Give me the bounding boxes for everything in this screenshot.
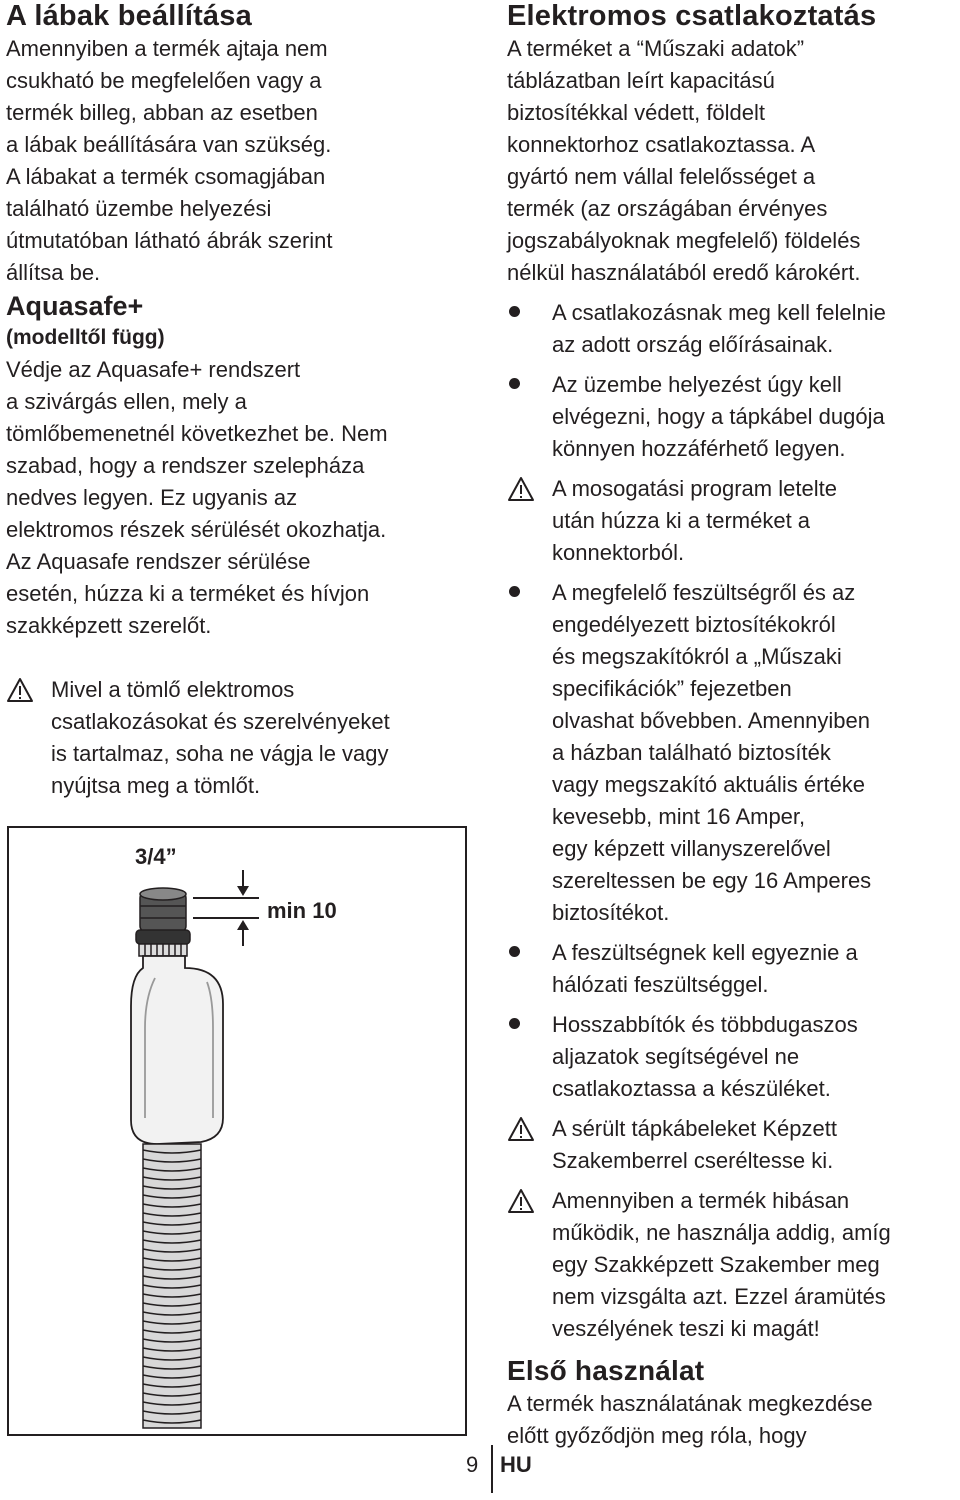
text-line: konnektorból. [552, 540, 685, 565]
text-line: termék (az országában érvényes [507, 196, 828, 221]
heading-electric: Elektromos csatlakoztatás [507, 0, 877, 32]
text-line: hálózati feszültséggel. [552, 972, 769, 997]
dimension-marker [193, 870, 259, 946]
aquasafe-hose-figure [7, 826, 467, 1436]
text-line: A sérült tápkábeleket Képzett [552, 1116, 837, 1141]
text-line: Az Aquasafe rendszer sérülése [6, 549, 311, 574]
text-line: egy képzett villanyszerelővel [552, 836, 831, 861]
warning-icon [507, 1116, 535, 1142]
text-line: nedves legyen. Ez ugyanis az [6, 485, 298, 510]
bullet-item [507, 369, 960, 465]
text-line: gyártó nem vállal felelősséget a [507, 164, 816, 189]
text-line: A lábakat a termék csomagjában [6, 164, 326, 189]
warning-icon [6, 677, 34, 703]
text-line: veszélyének teszi ki magát! [552, 1316, 820, 1341]
text-line: A termék használatának megkezdése [507, 1391, 873, 1416]
text-line: elvégezni, hogy a tápkábel dugója [552, 404, 885, 429]
text-line: szabad, hogy a rendszer szelepháza [6, 453, 365, 478]
text-line: engedélyezett biztosítékokról [552, 612, 836, 637]
text-line: Hosszabbítók és többdugaszos [552, 1012, 858, 1037]
text-line: szereltessen be egy 16 Amperes [552, 868, 872, 893]
text-line: nem vizsgálta azt. Ezzel áramütés [552, 1284, 886, 1309]
language-code: HU [500, 1452, 532, 1477]
text-line: esetén, húzza ki a terméket és hívjon [6, 581, 370, 606]
bullet-item [507, 297, 960, 361]
warning-icon [507, 1188, 535, 1214]
hose-warning [6, 674, 476, 802]
text-line: Az üzembe helyezést úgy kell [552, 372, 842, 397]
text-line: biztosítékkal védett, földelt [507, 100, 766, 125]
page-number: 9 [466, 1452, 479, 1477]
connector [136, 888, 190, 956]
text-line: Amennyiben a termék ajtaja nem [6, 36, 328, 61]
heading-legs: A lábak beállítása [6, 0, 252, 32]
text-line: nyújtsa meg a tömlőt. [51, 773, 261, 798]
text-line: Szakemberrel cseréltesse ki. [552, 1148, 834, 1173]
text-line: nélkül használatából eredő károkért. [507, 260, 861, 285]
aquasafe-subheading: (modelltől függ) [6, 326, 165, 349]
warning-icon [507, 476, 535, 502]
text-line: csukható be megfelelően vagy a [6, 68, 322, 93]
bullet-item [507, 937, 960, 1001]
text-line: A mosogatási program letelte [552, 476, 837, 501]
text-line: előtt győződjön meg róla, hogy [507, 1423, 807, 1448]
warning-item [507, 1185, 960, 1345]
first-use-paragraph [507, 1388, 960, 1452]
valve-housing [131, 956, 223, 1144]
text-line: is tartalmaz, soha ne vágja le vagy [51, 741, 389, 766]
heading-first-use: Első használat [507, 1355, 705, 1386]
text-line: útmutatóban látható ábrák szerint [6, 228, 333, 253]
electric-requirements-list [507, 297, 960, 1345]
text-line: tömlőbemenetnél következhet be. Nem [6, 421, 388, 446]
text-line: elektromos részek sérülését okozhatja. [6, 517, 387, 542]
bullet-dot [509, 946, 520, 957]
bullet-item [507, 1009, 960, 1105]
text-line: található üzembe helyezési [6, 196, 272, 221]
text-line: Mivel a tömlő elektromos [51, 677, 295, 702]
text-line: A terméket a “Műszaki adatok” [507, 36, 805, 61]
text-line: a szivárgás ellen, mely a [6, 389, 247, 414]
bullet-dot [509, 306, 520, 317]
text-line: a házban található biztosíték [552, 740, 831, 765]
text-line: specifikációk” fejezetben [552, 676, 792, 701]
text-line: működik, ne használja addig, amíg [552, 1220, 891, 1245]
electric-intro [507, 33, 960, 289]
text-line: A csatlakozásnak meg kell felelnie [552, 300, 886, 325]
aquasafe-paragraph [6, 354, 476, 642]
text-line: A megfelelő feszültségről és az [552, 580, 856, 605]
footer-divider [491, 1445, 493, 1493]
text-line: jogszabályoknak megfelelő) földelés [507, 228, 861, 253]
text-line: biztosítékot. [552, 900, 670, 925]
legs-paragraph [6, 33, 476, 289]
bullet-item [507, 577, 960, 929]
thread-size-label: 3/4” [135, 844, 177, 869]
text-line: egy Szakképzett Szakember meg [552, 1252, 880, 1277]
text-line: kevesebb, mint 16 Amper, [552, 804, 806, 829]
text-line: a lábak beállítására van szükség. [6, 132, 332, 157]
text-line: konnektorhoz csatlakoztassa. A [507, 132, 816, 157]
warning-item [507, 473, 960, 569]
text-line: Amennyiben a termék hibásan [552, 1188, 850, 1213]
left-column [6, 0, 476, 802]
heading-aquasafe: Aquasafe+ [6, 291, 144, 321]
text-line: táblázatban leírt kapacitású [507, 68, 775, 93]
min-distance-label: min 10 [267, 898, 337, 923]
text-line: termék billeg, abban az esetben [6, 100, 318, 125]
bullet-dot [509, 378, 520, 389]
bullet-dot [509, 586, 520, 597]
bullet-dot [509, 1018, 520, 1029]
text-line: olvashat bővebben. Amennyiben [552, 708, 871, 733]
text-line: Védje az Aquasafe+ rendszert [6, 357, 301, 382]
text-line: és megszakítókról a „Műszaki [552, 644, 842, 669]
warning-item [507, 1113, 960, 1177]
text-line: után húzza ki a terméket a [552, 508, 811, 533]
text-line: vagy megszakító aktuális értéke [552, 772, 866, 797]
text-line: könnyen hozzáférhető legyen. [552, 436, 846, 461]
text-line: csatlakoztassa a készüléket. [552, 1076, 831, 1101]
text-line: állítsa be. [6, 260, 101, 285]
text-line: szakképzett szerelőt. [6, 613, 212, 638]
text-line: az adott ország előírásainak. [552, 332, 834, 357]
right-column [507, 0, 960, 1452]
text-line: A feszültségnek kell egyeznie a [552, 940, 858, 965]
text-line: csatlakozásokat és szerelvényeket [51, 709, 390, 734]
text-line: aljazatok segítségével ne [552, 1044, 800, 1069]
hose-illustration [9, 828, 465, 1434]
